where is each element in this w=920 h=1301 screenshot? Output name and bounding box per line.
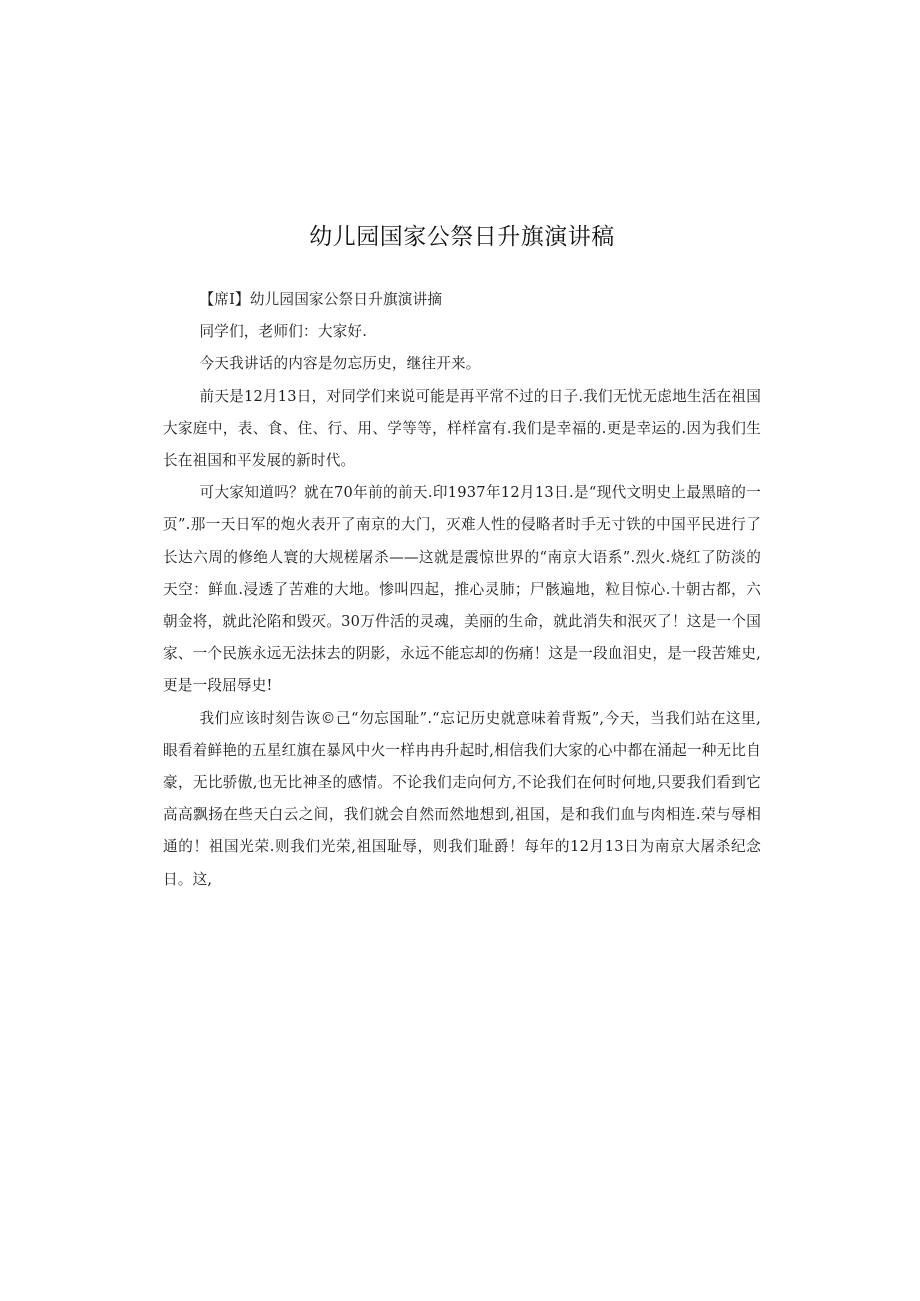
paragraph-heading: 【席I】幼儿园国家公祭日升旗演讲摘 [199, 291, 443, 308]
document-body [163, 284, 761, 896]
document-title: 幼儿园国家公祭日升旗演讲稿 [309, 224, 615, 250]
paragraph-body-2: 可大家知道吗？就在70年前的前天.印1937年12月13日.是“现代文明史上最黑暗的一页”.那一天日军的炮火表开了南京的大门，灭难人性的侵略者时手无寸铁的中国平民进行了长达六周的修绝人寰的大规槎屠杀——这就是震惊世界的“南京大语系”.烈火.烧红了防淡的天空：鲜血.浸透了苦难的大地。惨叫四起，推心灵肺；尸骸遍地，粒目惊心.十朝古都，六朝金将，就此沦陷和毁灭。30万件活的灵魂，美丽的生命，就此消失和泯灭了！这是一个国家、一个民族永远无法抹去的阴影，永远不能忘却的伤痛！这是一段血泪史，是一段苦雉史,更是一段屈辱史! [163, 484, 761, 695]
paragraph-topic: 今天我讲话的内容是勿忘历史，继往开来。 [199, 355, 481, 373]
paragraph-body-3: 我们应该时刻告诙©己“勿忘国耻”.“忘记历史就意味着背叛”,今天，当我们站在这里,眼看着鲜艳的五星红旗在暴风中火一样冉冉升起时,相信我们大家的心中都在涌起一种无比自豪，无比骄傲,也无比神圣的感情。不论我们走向何方,不论我们在何时何地,只要我们看到它高高飘扬在些天白云之间，我们就会自然而然地想到,祖国，是和我们血与肉相连.荣与辱相通的！祖国光荣.则我们光荣,祖国耻辱，则我们耻爵！每年的12月13日为南京大屠杀纪念日。这, [163, 709, 761, 888]
paragraph-body-1: 前天是12月13日，对同学们来说可能是再平常不过的日子.我们无忧无虑地生活在祖国大家庭中，表、食、住、行、用、学等等，样样富有.我们是幸福的.更是幸运的.因为我们生长在祖国和平发展的新时代。 [163, 387, 761, 470]
paragraph-greeting: 同学们，老师们：大家好. [199, 323, 368, 341]
